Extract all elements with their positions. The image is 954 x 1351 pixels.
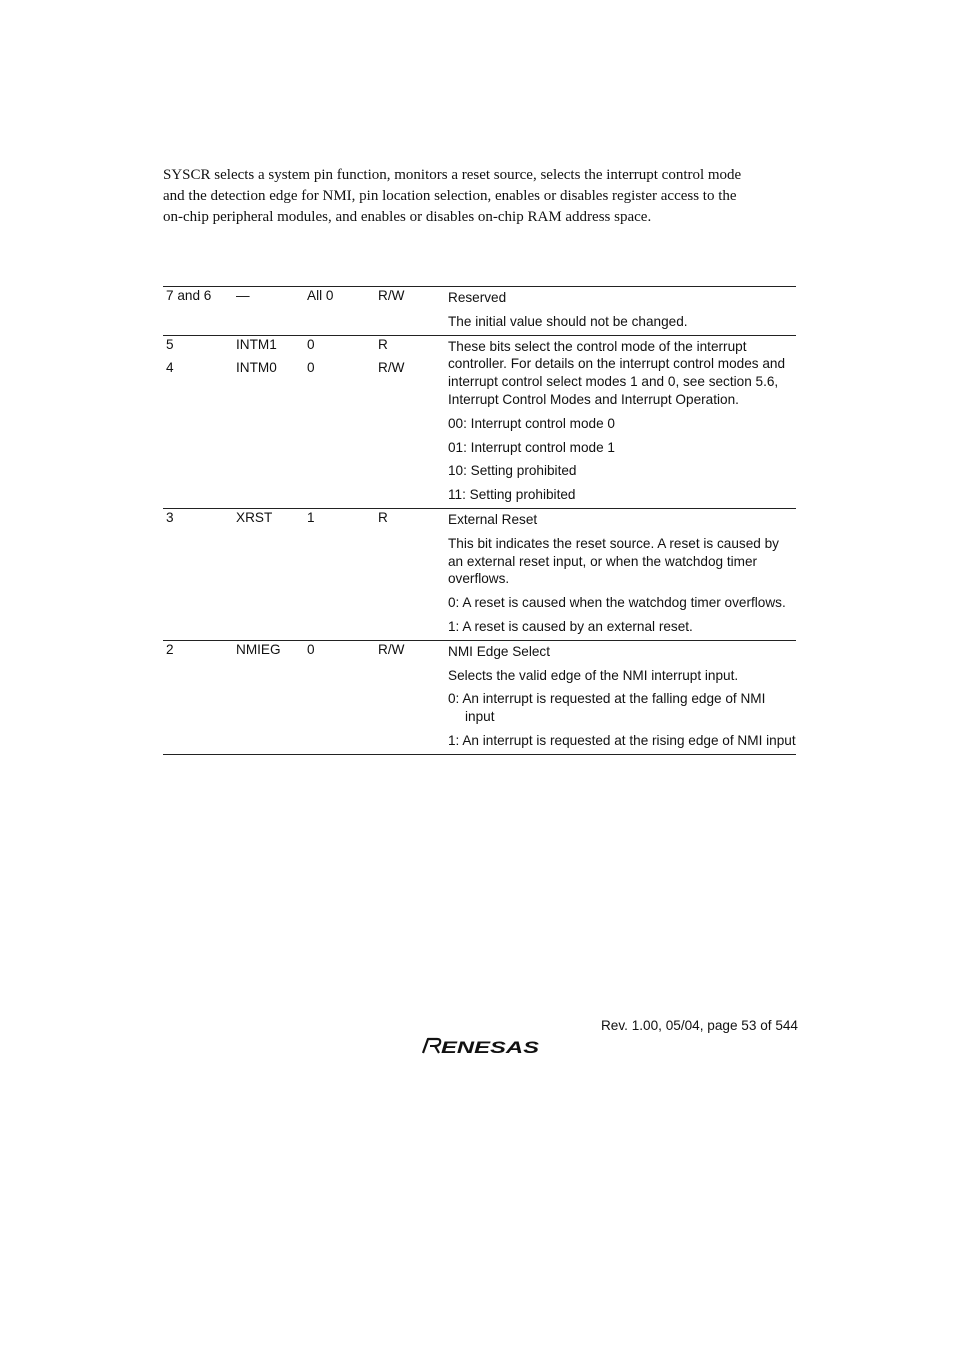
- intro-line: and the detection edge for NMI, pin location selection, enables or disables register access to the: [163, 188, 737, 204]
- bit-name-cell: [236, 640, 307, 754]
- initial-value-cell-text: All 0: [307, 288, 334, 303]
- initial-value-cell-text: 0: [307, 641, 315, 657]
- bit-cell: [163, 287, 236, 336]
- rw-cell-text: R/W: [378, 288, 405, 303]
- initial-value-cell-text: 0: [307, 336, 315, 352]
- description-cell: [448, 287, 796, 336]
- bit-name-cell: [236, 287, 307, 336]
- table-row: [163, 335, 796, 508]
- initial-value-cell: [307, 508, 378, 640]
- bit-cell: [163, 508, 236, 640]
- bit-name-cell: [236, 508, 307, 640]
- description-text: 01: Interrupt control mode 1: [448, 439, 615, 455]
- intro-paragraph: [163, 165, 803, 228]
- description-text: The initial value should not be changed.: [448, 313, 688, 329]
- table-row: [163, 640, 796, 754]
- description-text: 0: A reset is caused when the watchdog timer overflows.: [448, 595, 786, 611]
- page-footer: Rev. 1.00, 05/04, page 53 of 544: [600, 1018, 798, 1033]
- bit-cell-text: 3: [166, 509, 174, 525]
- description-text: 1: A reset is caused by an external reset.: [448, 618, 693, 634]
- intro-line: on-chip peripheral modules, and enables or disables on-chip RAM address space.: [163, 209, 652, 225]
- rw-cell: [378, 287, 448, 336]
- bit-name-cell-text: NMIEG: [236, 641, 281, 657]
- initial-value-cell: [307, 287, 378, 336]
- renesas-logo: [421, 1036, 541, 1061]
- rw-cell-text: R/W: [378, 360, 405, 376]
- description-cell: [448, 640, 796, 754]
- rw-cell: [378, 640, 448, 754]
- bit-name-cell-text: INTM0: [236, 360, 277, 376]
- initial-value-cell: [307, 640, 378, 754]
- initial-value-cell-text: 1: [307, 509, 315, 525]
- register-bit-table-body: [163, 287, 796, 755]
- svg-text:ENESAS: ENESAS: [441, 1038, 540, 1056]
- bit-cell-text: 2: [166, 641, 174, 657]
- bit-cell: [163, 640, 236, 754]
- description-cell: [448, 335, 796, 508]
- description-text: These bits select the control mode of the interrupt controller. For details on the interrupt control modes and interrupt control select modes 1 and 0, see section 5.6, Interrupt Control Modes and Interrupt Operation.: [448, 338, 786, 407]
- rw-cell: [378, 508, 448, 640]
- description-text: 10: Setting prohibited: [448, 463, 577, 479]
- description-text: 11: Setting prohibited: [448, 487, 576, 503]
- description-text: 0: An interrupt is requested at the falling edge of NMI input: [448, 691, 766, 725]
- description-text: Reserved: [448, 290, 507, 305]
- register-bit-table: [163, 286, 796, 755]
- table-row: [163, 287, 796, 336]
- bit-cell-text: 7 and 6: [166, 288, 212, 303]
- description-text: 00: Interrupt control mode 0: [448, 415, 615, 431]
- initial-value-cell: [307, 335, 378, 508]
- description-cell: [448, 508, 796, 640]
- intro-line: SYSCR selects a system pin function, monitors a reset source, selects the interrupt control mode: [163, 167, 742, 183]
- description-text: 1: An interrupt is requested at the rising edge of NMI input: [448, 732, 796, 748]
- table-row: [163, 508, 796, 640]
- bit-name-cell: [236, 335, 307, 508]
- rw-cell-text: R/W: [378, 641, 405, 657]
- description-text: External Reset: [448, 511, 538, 527]
- bit-name-cell-text: —: [236, 288, 250, 303]
- rw-cell: [378, 335, 448, 508]
- description-text: NMI Edge Select: [448, 643, 550, 659]
- bit-name-cell-text: INTM1: [236, 336, 277, 352]
- bit-cell-text: 5: [166, 336, 174, 352]
- description-text: Selects the valid edge of the NMI interrupt input.: [448, 667, 739, 683]
- bit-name-cell-text: XRST: [236, 509, 273, 525]
- initial-value-cell-text: 0: [307, 360, 315, 376]
- description-text: This bit indicates the reset source. A reset is caused by an external reset input, or when the watchdog timer overflows.: [448, 535, 779, 587]
- renesas-logo-mark: [421, 1036, 541, 1056]
- bit-cell-text: 4: [166, 360, 174, 376]
- rw-cell-text: R: [378, 509, 388, 525]
- bit-cell: [163, 335, 236, 508]
- rw-cell-text: R: [378, 336, 388, 352]
